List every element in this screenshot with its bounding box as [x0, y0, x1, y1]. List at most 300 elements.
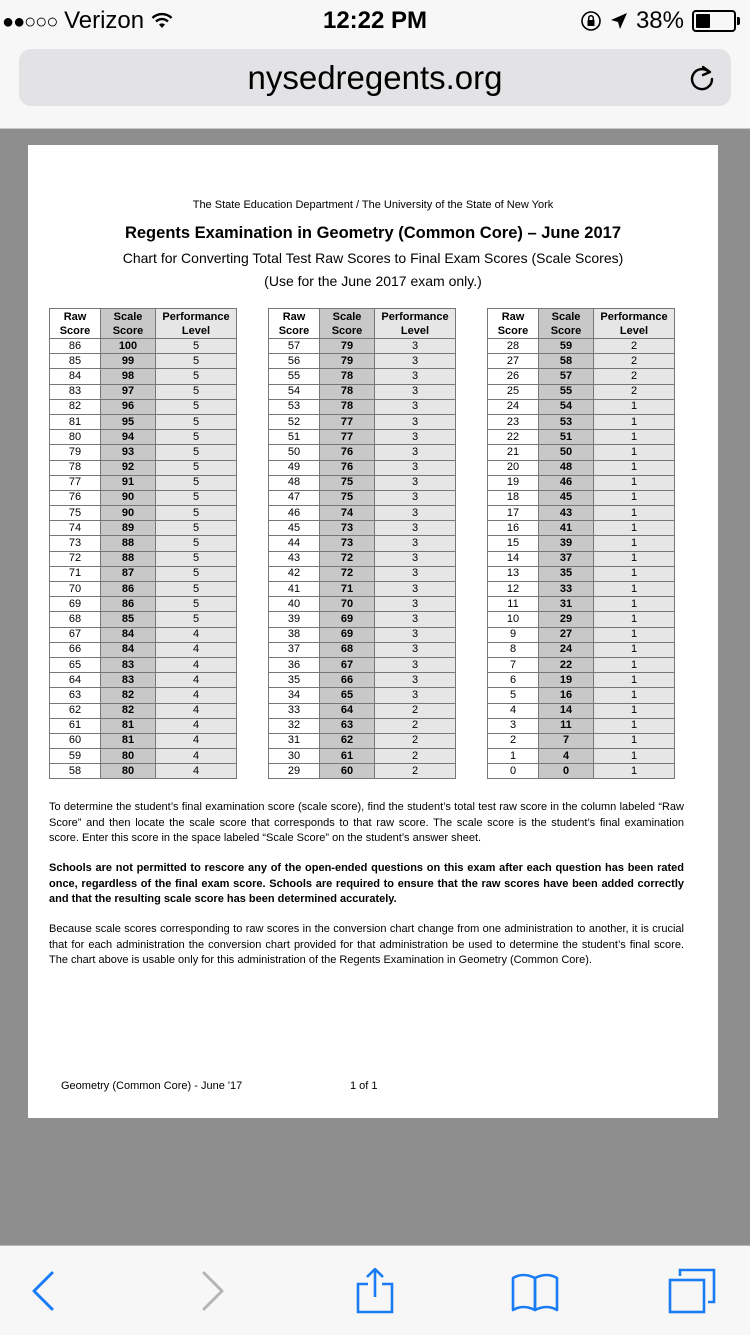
table-row [269, 354, 456, 369]
scale-cell: 69 [320, 627, 375, 642]
raw-cell: 80 [50, 430, 101, 445]
column-header-raw: Raw Score [488, 309, 539, 339]
raw-cell: 34 [269, 688, 320, 703]
raw-cell: 79 [50, 445, 101, 460]
share-icon[interactable] [350, 1268, 400, 1314]
perf-cell: 1 [594, 597, 675, 612]
table-row [488, 460, 675, 475]
perf-cell: 3 [375, 673, 456, 688]
perf-cell: 2 [375, 718, 456, 733]
perf-cell: 1 [594, 414, 675, 429]
scale-cell: 85 [101, 612, 156, 627]
scale-cell: 31 [539, 597, 594, 612]
table-row [488, 490, 675, 505]
column-header-raw: Raw Score [50, 309, 101, 339]
perf-cell: 2 [594, 384, 675, 399]
raw-cell: 76 [50, 490, 101, 505]
perf-cell: 3 [375, 627, 456, 642]
table-row [269, 339, 456, 354]
address-bar[interactable] [19, 49, 731, 106]
table-row [269, 445, 456, 460]
table-row [50, 627, 237, 642]
scale-cell: 91 [101, 475, 156, 490]
scale-cell: 58 [539, 354, 594, 369]
scale-cell: 84 [101, 642, 156, 657]
table-row [488, 506, 675, 521]
perf-cell: 1 [594, 536, 675, 551]
scale-cell: 45 [539, 490, 594, 505]
table-row [488, 399, 675, 414]
scale-cell: 87 [101, 566, 156, 581]
scale-cell: 59 [539, 339, 594, 354]
raw-cell: 29 [269, 764, 320, 779]
perf-cell: 5 [156, 475, 237, 490]
raw-cell: 15 [488, 536, 539, 551]
raw-cell: 0 [488, 764, 539, 779]
perf-cell: 5 [156, 506, 237, 521]
raw-cell: 2 [488, 733, 539, 748]
raw-cell: 64 [50, 673, 101, 688]
raw-cell: 7 [488, 657, 539, 672]
scale-cell: 88 [101, 551, 156, 566]
scale-cell: 4 [539, 749, 594, 764]
perf-cell: 1 [594, 673, 675, 688]
orientation-lock-icon [580, 10, 602, 32]
scale-cell: 100 [101, 339, 156, 354]
battery-percent: 38% [635, 7, 684, 34]
scale-cell: 24 [539, 642, 594, 657]
scale-cell: 63 [320, 718, 375, 733]
raw-cell: 16 [488, 521, 539, 536]
perf-cell: 3 [375, 612, 456, 627]
scale-cell: 78 [320, 399, 375, 414]
table-row [50, 566, 237, 581]
scale-cell: 67 [320, 657, 375, 672]
scale-cell: 57 [539, 369, 594, 384]
raw-cell: 10 [488, 612, 539, 627]
column-header-perf: Performance Level [375, 309, 456, 339]
document-title: Regents Examination in Geometry (Common Core) – June 2017 [124, 224, 622, 242]
table-row [269, 384, 456, 399]
table-row [50, 688, 237, 703]
table-row [269, 369, 456, 384]
raw-cell: 53 [269, 399, 320, 414]
carrier-name: Verizon [64, 7, 145, 34]
raw-cell: 58 [50, 764, 101, 779]
scale-cell: 62 [320, 733, 375, 748]
perf-cell: 3 [375, 597, 456, 612]
raw-cell: 60 [50, 733, 101, 748]
perf-cell: 4 [156, 642, 237, 657]
perf-cell: 1 [594, 627, 675, 642]
raw-cell: 44 [269, 536, 320, 551]
table-row [269, 399, 456, 414]
scale-cell: 75 [320, 475, 375, 490]
raw-cell: 61 [50, 718, 101, 733]
scale-cell: 60 [320, 764, 375, 779]
scale-cell: 73 [320, 536, 375, 551]
scale-cell: 90 [101, 490, 156, 505]
raw-cell: 85 [50, 354, 101, 369]
table-row [50, 642, 237, 657]
page-gutter [0, 129, 750, 145]
raw-cell: 25 [488, 384, 539, 399]
scale-cell: 81 [101, 733, 156, 748]
table-row [269, 764, 456, 779]
raw-cell: 9 [488, 627, 539, 642]
raw-cell: 73 [50, 536, 101, 551]
scale-cell: 0 [539, 764, 594, 779]
perf-cell: 1 [594, 749, 675, 764]
scale-cell: 72 [320, 566, 375, 581]
raw-cell: 3 [488, 718, 539, 733]
raw-cell: 31 [269, 733, 320, 748]
scale-cell: 39 [539, 536, 594, 551]
back-icon[interactable] [20, 1268, 70, 1314]
table-row [50, 718, 237, 733]
scale-cell: 92 [101, 460, 156, 475]
scale-cell: 66 [320, 673, 375, 688]
raw-cell: 70 [50, 582, 101, 597]
raw-cell: 51 [269, 430, 320, 445]
scale-cell: 79 [320, 354, 375, 369]
perf-cell: 5 [156, 430, 237, 445]
column-header-scale: Scale Score [539, 309, 594, 339]
table-row [50, 460, 237, 475]
perf-cell: 3 [375, 369, 456, 384]
scale-cell: 7 [539, 733, 594, 748]
raw-cell: 74 [50, 521, 101, 536]
scale-cell: 76 [320, 460, 375, 475]
table-row [50, 597, 237, 612]
scale-cell: 46 [539, 475, 594, 490]
scale-cell: 22 [539, 657, 594, 672]
perf-cell: 5 [156, 445, 237, 460]
table-row [488, 551, 675, 566]
table-row [50, 414, 237, 429]
raw-cell: 6 [488, 673, 539, 688]
table-row [269, 582, 456, 597]
status-bar [0, 0, 750, 40]
bookmarks-icon[interactable] [510, 1268, 560, 1314]
perf-cell: 5 [156, 354, 237, 369]
perf-cell: 3 [375, 657, 456, 672]
table-row [269, 612, 456, 627]
rescore-warning-paragraph: Schools are not permitted to rescore any of the open-ended questions on this exam after each question has been rated once, regardless of the final exam score. Schools are required to ensure that the raw scores have been added correctly and that the resulting scale score has been determined accurately. [49, 862, 684, 906]
table-row [488, 627, 675, 642]
scale-cell: 27 [539, 627, 594, 642]
perf-cell: 3 [375, 506, 456, 521]
perf-cell: 3 [375, 536, 456, 551]
raw-cell: 57 [269, 339, 320, 354]
table-row [488, 475, 675, 490]
table-row [488, 566, 675, 581]
scale-cell: 81 [101, 718, 156, 733]
table-row [488, 733, 675, 748]
raw-cell: 71 [50, 566, 101, 581]
table-row [488, 612, 675, 627]
perf-cell: 2 [375, 703, 456, 718]
table-row [269, 749, 456, 764]
perf-cell: 1 [594, 733, 675, 748]
raw-cell: 43 [269, 551, 320, 566]
raw-cell: 5 [488, 688, 539, 703]
raw-cell: 20 [488, 460, 539, 475]
scale-cell: 89 [101, 521, 156, 536]
raw-cell: 72 [50, 551, 101, 566]
table-row [50, 582, 237, 597]
scale-cell: 29 [539, 612, 594, 627]
column-header-raw: Raw Score [269, 309, 320, 339]
raw-cell: 55 [269, 369, 320, 384]
administration-note-paragraph: Because scale scores corresponding to raw scores in the conversion chart change from one administration to another, it is crucial that for each administration the conversion chart provided for that administration be used to determine the student’s final score. The chart above is usable only for this administration of the Regents Examination in Geometry (Common Core). [49, 923, 684, 967]
perf-cell: 1 [594, 475, 675, 490]
perf-cell: 1 [594, 551, 675, 566]
battery-icon [692, 10, 736, 32]
raw-cell: 36 [269, 657, 320, 672]
scale-cell: 55 [539, 384, 594, 399]
perf-cell: 1 [594, 430, 675, 445]
scale-cell: 77 [320, 414, 375, 429]
raw-cell: 28 [488, 339, 539, 354]
scale-cell: 16 [539, 688, 594, 703]
table-row [488, 521, 675, 536]
raw-cell: 8 [488, 642, 539, 657]
perf-cell: 1 [594, 764, 675, 779]
raw-cell: 30 [269, 749, 320, 764]
raw-cell: 33 [269, 703, 320, 718]
location-arrow-icon [610, 12, 628, 30]
signal-strength-icon: ●●○○○ [2, 11, 58, 33]
perf-cell: 5 [156, 536, 237, 551]
raw-cell: 47 [269, 490, 320, 505]
table-row [50, 749, 237, 764]
scale-cell: 43 [539, 506, 594, 521]
table-row [269, 536, 456, 551]
table-row [50, 506, 237, 521]
table-row [50, 475, 237, 490]
perf-cell: 3 [375, 490, 456, 505]
table-row [488, 749, 675, 764]
raw-cell: 75 [50, 506, 101, 521]
raw-cell: 48 [269, 475, 320, 490]
perf-cell: 2 [375, 733, 456, 748]
raw-cell: 39 [269, 612, 320, 627]
perf-cell: 5 [156, 612, 237, 627]
table-header-row [488, 309, 675, 339]
scale-cell: 73 [320, 521, 375, 536]
table-row [269, 475, 456, 490]
table-row [269, 414, 456, 429]
table-row [488, 414, 675, 429]
raw-cell: 62 [50, 703, 101, 718]
conversion-table-3 [487, 308, 675, 779]
raw-cell: 46 [269, 506, 320, 521]
raw-cell: 77 [50, 475, 101, 490]
scale-cell: 79 [320, 339, 375, 354]
perf-cell: 3 [375, 430, 456, 445]
table-row [269, 718, 456, 733]
scale-cell: 61 [320, 749, 375, 764]
scale-cell: 76 [320, 445, 375, 460]
raw-cell: 38 [269, 627, 320, 642]
table-row [269, 703, 456, 718]
table-row [488, 688, 675, 703]
scale-cell: 86 [101, 597, 156, 612]
raw-cell: 42 [269, 566, 320, 581]
raw-cell: 65 [50, 657, 101, 672]
document-note: (Use for the June 2017 exam only.) [264, 273, 482, 289]
raw-cell: 23 [488, 414, 539, 429]
raw-cell: 59 [50, 749, 101, 764]
scale-cell: 72 [320, 551, 375, 566]
scale-cell: 78 [320, 369, 375, 384]
reload-icon[interactable] [687, 63, 717, 93]
perf-cell: 5 [156, 399, 237, 414]
footer-page-number: 1 of 1 [350, 1080, 378, 1092]
perf-cell: 3 [375, 445, 456, 460]
scale-cell: 74 [320, 506, 375, 521]
perf-cell: 4 [156, 764, 237, 779]
scale-cell: 80 [101, 764, 156, 779]
raw-cell: 63 [50, 688, 101, 703]
table-row [50, 490, 237, 505]
perf-cell: 1 [594, 460, 675, 475]
perf-cell: 1 [594, 582, 675, 597]
perf-cell: 3 [375, 460, 456, 475]
raw-cell: 35 [269, 673, 320, 688]
perf-cell: 2 [375, 764, 456, 779]
raw-cell: 19 [488, 475, 539, 490]
table-row [488, 536, 675, 551]
perf-cell: 5 [156, 490, 237, 505]
table-row [269, 597, 456, 612]
scale-cell: 64 [320, 703, 375, 718]
table-row [50, 612, 237, 627]
perf-cell: 1 [594, 506, 675, 521]
raw-cell: 17 [488, 506, 539, 521]
table-row [488, 445, 675, 460]
scale-cell: 83 [101, 673, 156, 688]
scale-cell: 65 [320, 688, 375, 703]
table-row [269, 521, 456, 536]
scale-cell: 94 [101, 430, 156, 445]
table-row [50, 369, 237, 384]
scale-cell: 41 [539, 521, 594, 536]
instructions-paragraph: To determine the student’s final examination score (scale score), find the student’s total test raw score in the column labeled “Raw Score” and then locate the scale score that corresponds to that raw score. The scale score is the student’s final examination score. Enter this score in the space labeled “Scale Score” on the student’s answer sheet. [49, 801, 684, 845]
perf-cell: 5 [156, 551, 237, 566]
table-row [488, 657, 675, 672]
scale-cell: 75 [320, 490, 375, 505]
url-text[interactable]: nysedregents.org [247, 59, 503, 96]
raw-cell: 66 [50, 642, 101, 657]
scale-cell: 97 [101, 384, 156, 399]
perf-cell: 2 [375, 749, 456, 764]
table-row [269, 673, 456, 688]
perf-cell: 1 [594, 399, 675, 414]
perf-cell: 5 [156, 582, 237, 597]
perf-cell: 1 [594, 612, 675, 627]
table-row [488, 369, 675, 384]
scale-cell: 14 [539, 703, 594, 718]
table-row [488, 384, 675, 399]
tabs-icon[interactable] [668, 1268, 718, 1314]
perf-cell: 3 [375, 339, 456, 354]
table-row [50, 354, 237, 369]
perf-cell: 2 [594, 339, 675, 354]
table-row [488, 354, 675, 369]
raw-cell: 86 [50, 339, 101, 354]
table-row [269, 551, 456, 566]
scale-cell: 84 [101, 627, 156, 642]
table-row [269, 566, 456, 581]
perf-cell: 1 [594, 445, 675, 460]
perf-cell: 2 [594, 369, 675, 384]
raw-cell: 69 [50, 597, 101, 612]
perf-cell: 1 [594, 657, 675, 672]
perf-cell: 4 [156, 688, 237, 703]
table-row [488, 718, 675, 733]
scale-cell: 37 [539, 551, 594, 566]
scale-cell: 83 [101, 657, 156, 672]
table-row [488, 673, 675, 688]
perf-cell: 4 [156, 673, 237, 688]
table-row [50, 536, 237, 551]
raw-cell: 21 [488, 445, 539, 460]
raw-cell: 27 [488, 354, 539, 369]
table-row [50, 733, 237, 748]
raw-cell: 67 [50, 627, 101, 642]
table-row [269, 642, 456, 657]
raw-cell: 84 [50, 369, 101, 384]
perf-cell: 3 [375, 475, 456, 490]
pdf-page [28, 145, 718, 1118]
raw-cell: 41 [269, 582, 320, 597]
table-header-row [50, 309, 237, 339]
scale-cell: 77 [320, 430, 375, 445]
column-header-scale: Scale Score [320, 309, 375, 339]
perf-cell: 5 [156, 384, 237, 399]
perf-cell: 4 [156, 627, 237, 642]
table-header-row [269, 309, 456, 339]
table-row [488, 703, 675, 718]
perf-cell: 3 [375, 354, 456, 369]
raw-cell: 37 [269, 642, 320, 657]
raw-cell: 45 [269, 521, 320, 536]
perf-cell: 5 [156, 566, 237, 581]
table-row [269, 733, 456, 748]
raw-cell: 14 [488, 551, 539, 566]
table-row [269, 506, 456, 521]
raw-cell: 32 [269, 718, 320, 733]
table-row [50, 521, 237, 536]
table-row [269, 627, 456, 642]
scale-cell: 96 [101, 399, 156, 414]
perf-cell: 3 [375, 551, 456, 566]
table-row [50, 673, 237, 688]
table-row [488, 642, 675, 657]
browser-toolbar [0, 1245, 750, 1335]
perf-cell: 4 [156, 718, 237, 733]
scale-cell: 95 [101, 414, 156, 429]
scale-cell: 99 [101, 354, 156, 369]
scale-cell: 86 [101, 582, 156, 597]
org-line: The State Education Department / The University of the State of New York [192, 199, 554, 211]
perf-cell: 1 [594, 718, 675, 733]
forward-icon[interactable] [188, 1268, 238, 1314]
column-header-perf: Performance Level [156, 309, 237, 339]
scale-cell: 50 [539, 445, 594, 460]
